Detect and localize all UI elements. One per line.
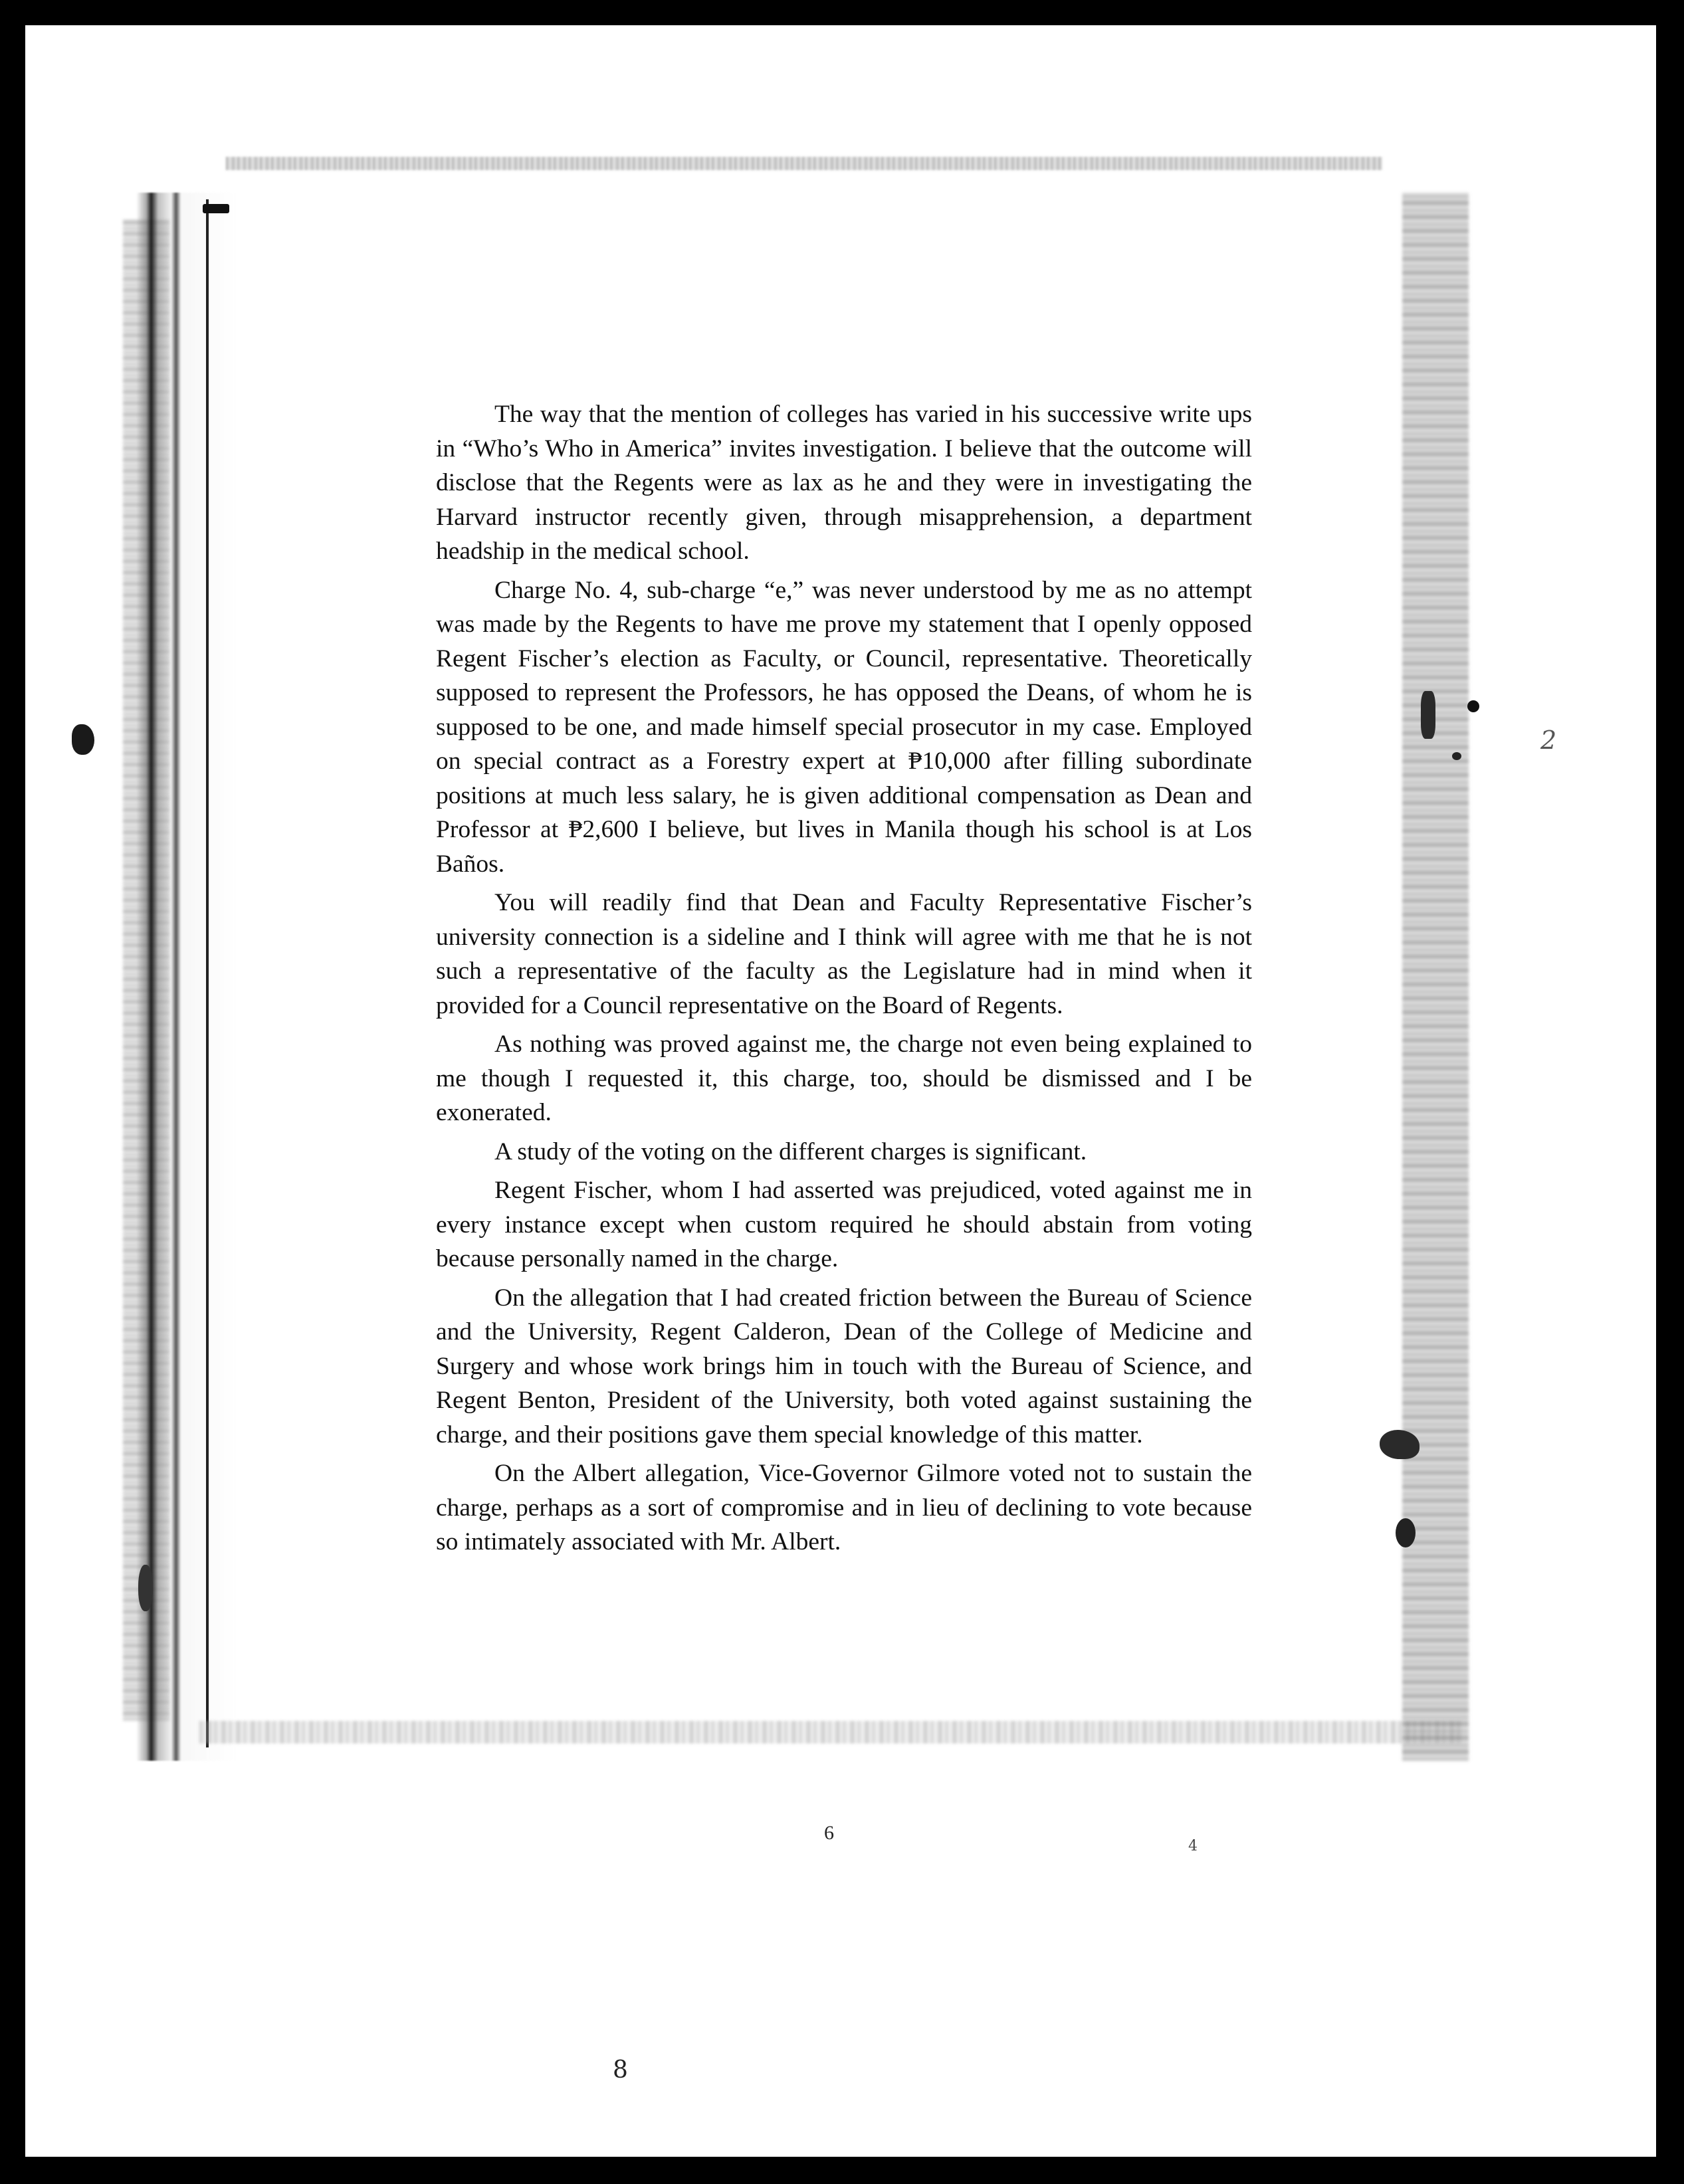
ink-blot-right — [1380, 1430, 1420, 1459]
paragraph: A study of the voting on the different charges is significant. — [494, 1138, 1087, 1165]
ink-blot-left-lower — [138, 1565, 153, 1611]
page-number: 6 — [824, 1822, 834, 1844]
ink-blot-left — [72, 724, 94, 755]
paragraph: As nothing was proved against me, the charge not even being explained to me though I requested it, this charge, too, should be dismissed and I be exonerated. — [436, 1031, 1252, 1126]
margin-note-right: 2 — [1540, 726, 1557, 755]
ink-dot-right — [1467, 700, 1479, 712]
page-binding-line — [206, 199, 209, 1747]
paragraph: On the allegation that I had created friction between the Bureau of Science and the University, Regent Calderon, Dean of the College of Medicine and Surgery and whose work brings him in touch with the Bureau of Science, and Regent Benton, President of the University, both voted against sustaining the charge, and their positions gave them special knowledge of this matter. — [436, 1284, 1252, 1448]
margin-note-small: 4 — [1188, 1838, 1198, 1854]
ink-mark-top — [203, 204, 229, 213]
bottom-page-edge — [199, 1721, 1462, 1743]
ink-mark-right — [1421, 691, 1435, 739]
ink-dot-right-small — [1452, 752, 1461, 760]
paragraph: The way that the mention of colleges has varied in his successive write ups in “Who’s Who in America” invites investigation. I believe that the outcome will disclose that the Regents were as lax as he and they were in investigating the Harvard instructor recently given, through misapprehension, a department headship in the medical school. — [436, 401, 1252, 565]
paragraph: You will readily find that Dean and Faculty Representative Fischer’s university connection is a sideline and I think will agree with me that he is not such a representative of the faculty as the Legislature had in mind when it provided for a Council representative on the Board of Regents. — [436, 889, 1252, 1019]
paragraph: On the Albert allegation, Vice-Governor Gilmore voted not to sustain the charge, perhaps as a sort of compromise and in lieu of declining to vote because so intimately associated with Mr. Albert. — [436, 1460, 1252, 1555]
paragraph: Charge No. 4, sub-charge “e,” was never understood by me as no attempt was made by the Regents to have me prove my statement that I openly opposed Regent Fischer’s election as Faculty, or Council, representative. Theoretically supposed to represent the Professors, he has opposed the Deans, of whom he is supposed to be one, and made himself special prosecutor in my case. Employed on special contract as a Forestry expert at ₱10,000 after filling subordinate positions at much less salary, he is given additional compensation as Dean and Professor at ₱2,600 I believe, but lives in Manila though his school is at Los Baños. — [436, 576, 1252, 878]
ink-blot-right-lower — [1396, 1518, 1416, 1547]
top-page-edge — [226, 157, 1382, 170]
margin-note-bottom: 8 — [613, 2056, 628, 2084]
left-page-stack-edge — [136, 193, 236, 1761]
paragraph: Regent Fischer, whom I had asserted was prejudiced, voted against me in every instance except when custom required he should abstain from voting because personally named in the charge. — [436, 1177, 1252, 1272]
body-text — [436, 397, 1252, 1564]
